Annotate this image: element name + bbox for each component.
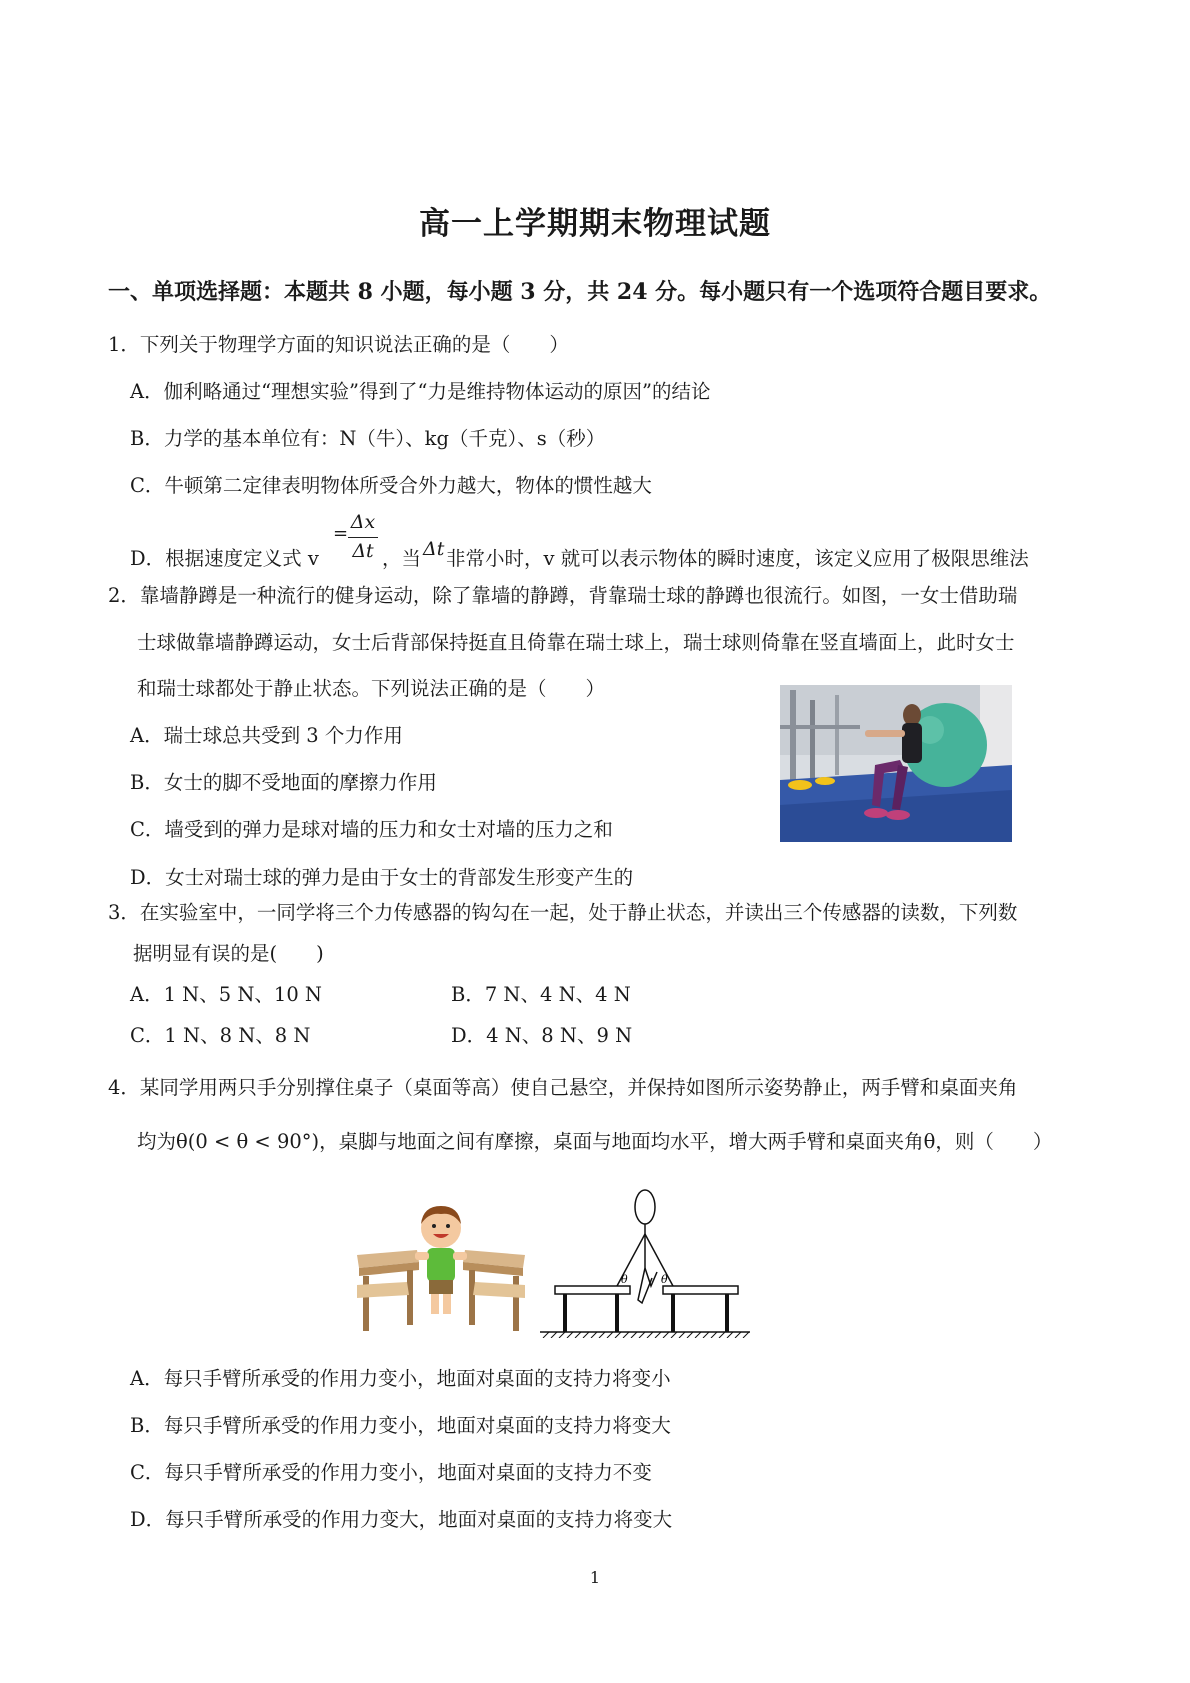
- equals-sign: =: [333, 523, 349, 544]
- question-1-option-d-mid: ，当: [382, 547, 422, 570]
- question-3-option-d: D．4 N、8 N、9 N: [451, 1024, 633, 1047]
- page-number: 1: [589, 1568, 601, 1587]
- question-3-line-2: 据明显有误的是( ): [133, 942, 324, 965]
- question-3-line-1: 3．在实验室中，一同学将三个力传感器的钩勾在一起，处于静止状态，并读出三个传感器的读数，下列数: [108, 901, 1018, 924]
- question-3-option-b: B．7 N、4 N、4 N: [451, 983, 631, 1006]
- question-4-option-c: C．每只手臂所承受的作用力变小，地面对桌面的支持力不变: [130, 1461, 652, 1484]
- stick-figure-tables-diagram: [535, 1188, 755, 1338]
- fraction-numerator: Δx: [350, 511, 376, 533]
- question-3-option-a: A．1 N、5 N、10 N: [130, 983, 322, 1006]
- question-2-option-a: A．瑞士球总共受到 3 个力作用: [130, 724, 403, 747]
- question-2-option-b: B．女士的脚不受地面的摩擦力作用: [130, 771, 437, 794]
- question-2-line-3: 和瑞士球都处于静止状态。下列说法正确的是（ ）: [137, 677, 606, 700]
- question-4-option-a: A．每只手臂所承受的作用力变小，地面对桌面的支持力将变小: [130, 1367, 671, 1390]
- question-4-line-1: 4．某同学用两只手分别撑住桌子（桌面等高）使自己悬空，并保持如图所示姿势静止，两手臂和桌面夹角: [108, 1076, 1018, 1099]
- question-4-option-b: B．每只手臂所承受的作用力变小，地面对桌面的支持力将变大: [130, 1414, 671, 1437]
- cartoon-boy-desks-figure: [357, 1200, 525, 1338]
- question-2-option-d: D．女士对瑞士球的弹力是由于女士的背部发生形变产生的: [130, 866, 634, 889]
- question-3-option-c: C．1 N、8 N、8 N: [130, 1024, 311, 1047]
- fraction-bar: [348, 537, 378, 538]
- question-1-option-d-suffix: 非常小时，v 就可以表示物体的瞬时速度，该定义应用了极限思维法: [446, 547, 1029, 570]
- question-2-line-1: 2．靠墙静蹲是一种流行的健身运动，除了靠墙的静蹲，背靠瑞士球的静蹲也很流行。如图，一女士借助瑞: [108, 584, 1018, 607]
- theta-label-right: θ: [661, 1273, 668, 1286]
- question-1-option-b: B．力学的基本单位有：N（牛）、kg（千克）、s（秒）: [130, 427, 606, 450]
- question-4-line-2: 均为θ(0 < θ < 90°)，桌脚与地面之间有摩擦，桌面与地面均水平，增大两手臂和桌面夹角θ，则（ ）: [137, 1130, 1053, 1153]
- section-heading: 一、单项选择题：本题共 8 小题，每小题 3 分，共 24 分。每小题只有一个选项符合题目要求。: [108, 279, 1052, 305]
- wall-squat-photo: [780, 685, 1012, 842]
- question-1-option-a: A．伽利略通过“理想实验”得到了“力是维持物体运动的原因”的结论: [130, 380, 711, 403]
- theta-label-left: θ: [621, 1273, 628, 1286]
- question-1-option-c: C．牛顿第二定律表明物体所受合外力越大，物体的惯性越大: [130, 474, 652, 497]
- question-1-option-d-prefix: D．根据速度定义式 v: [130, 547, 319, 570]
- delta-t-symbol: Δt: [423, 538, 445, 560]
- question-2-line-2: 士球做靠墙静蹲运动，女士后背部保持挺直且倚靠在瑞士球上，瑞士球则倚靠在竖直墙面上，此时女士: [137, 631, 1015, 654]
- page-title: 高一上学期期末物理试题: [419, 206, 771, 242]
- question-4-option-d: D．每只手臂所承受的作用力变大，地面对桌面的支持力将变大: [130, 1508, 673, 1531]
- question-2-option-c: C．墙受到的弹力是球对墙的压力和女士对墙的压力之和: [130, 818, 613, 841]
- fraction-denominator: Δt: [352, 540, 374, 562]
- question-1-stem: 1．下列关于物理学方面的知识说法正确的是（ ）: [108, 333, 569, 356]
